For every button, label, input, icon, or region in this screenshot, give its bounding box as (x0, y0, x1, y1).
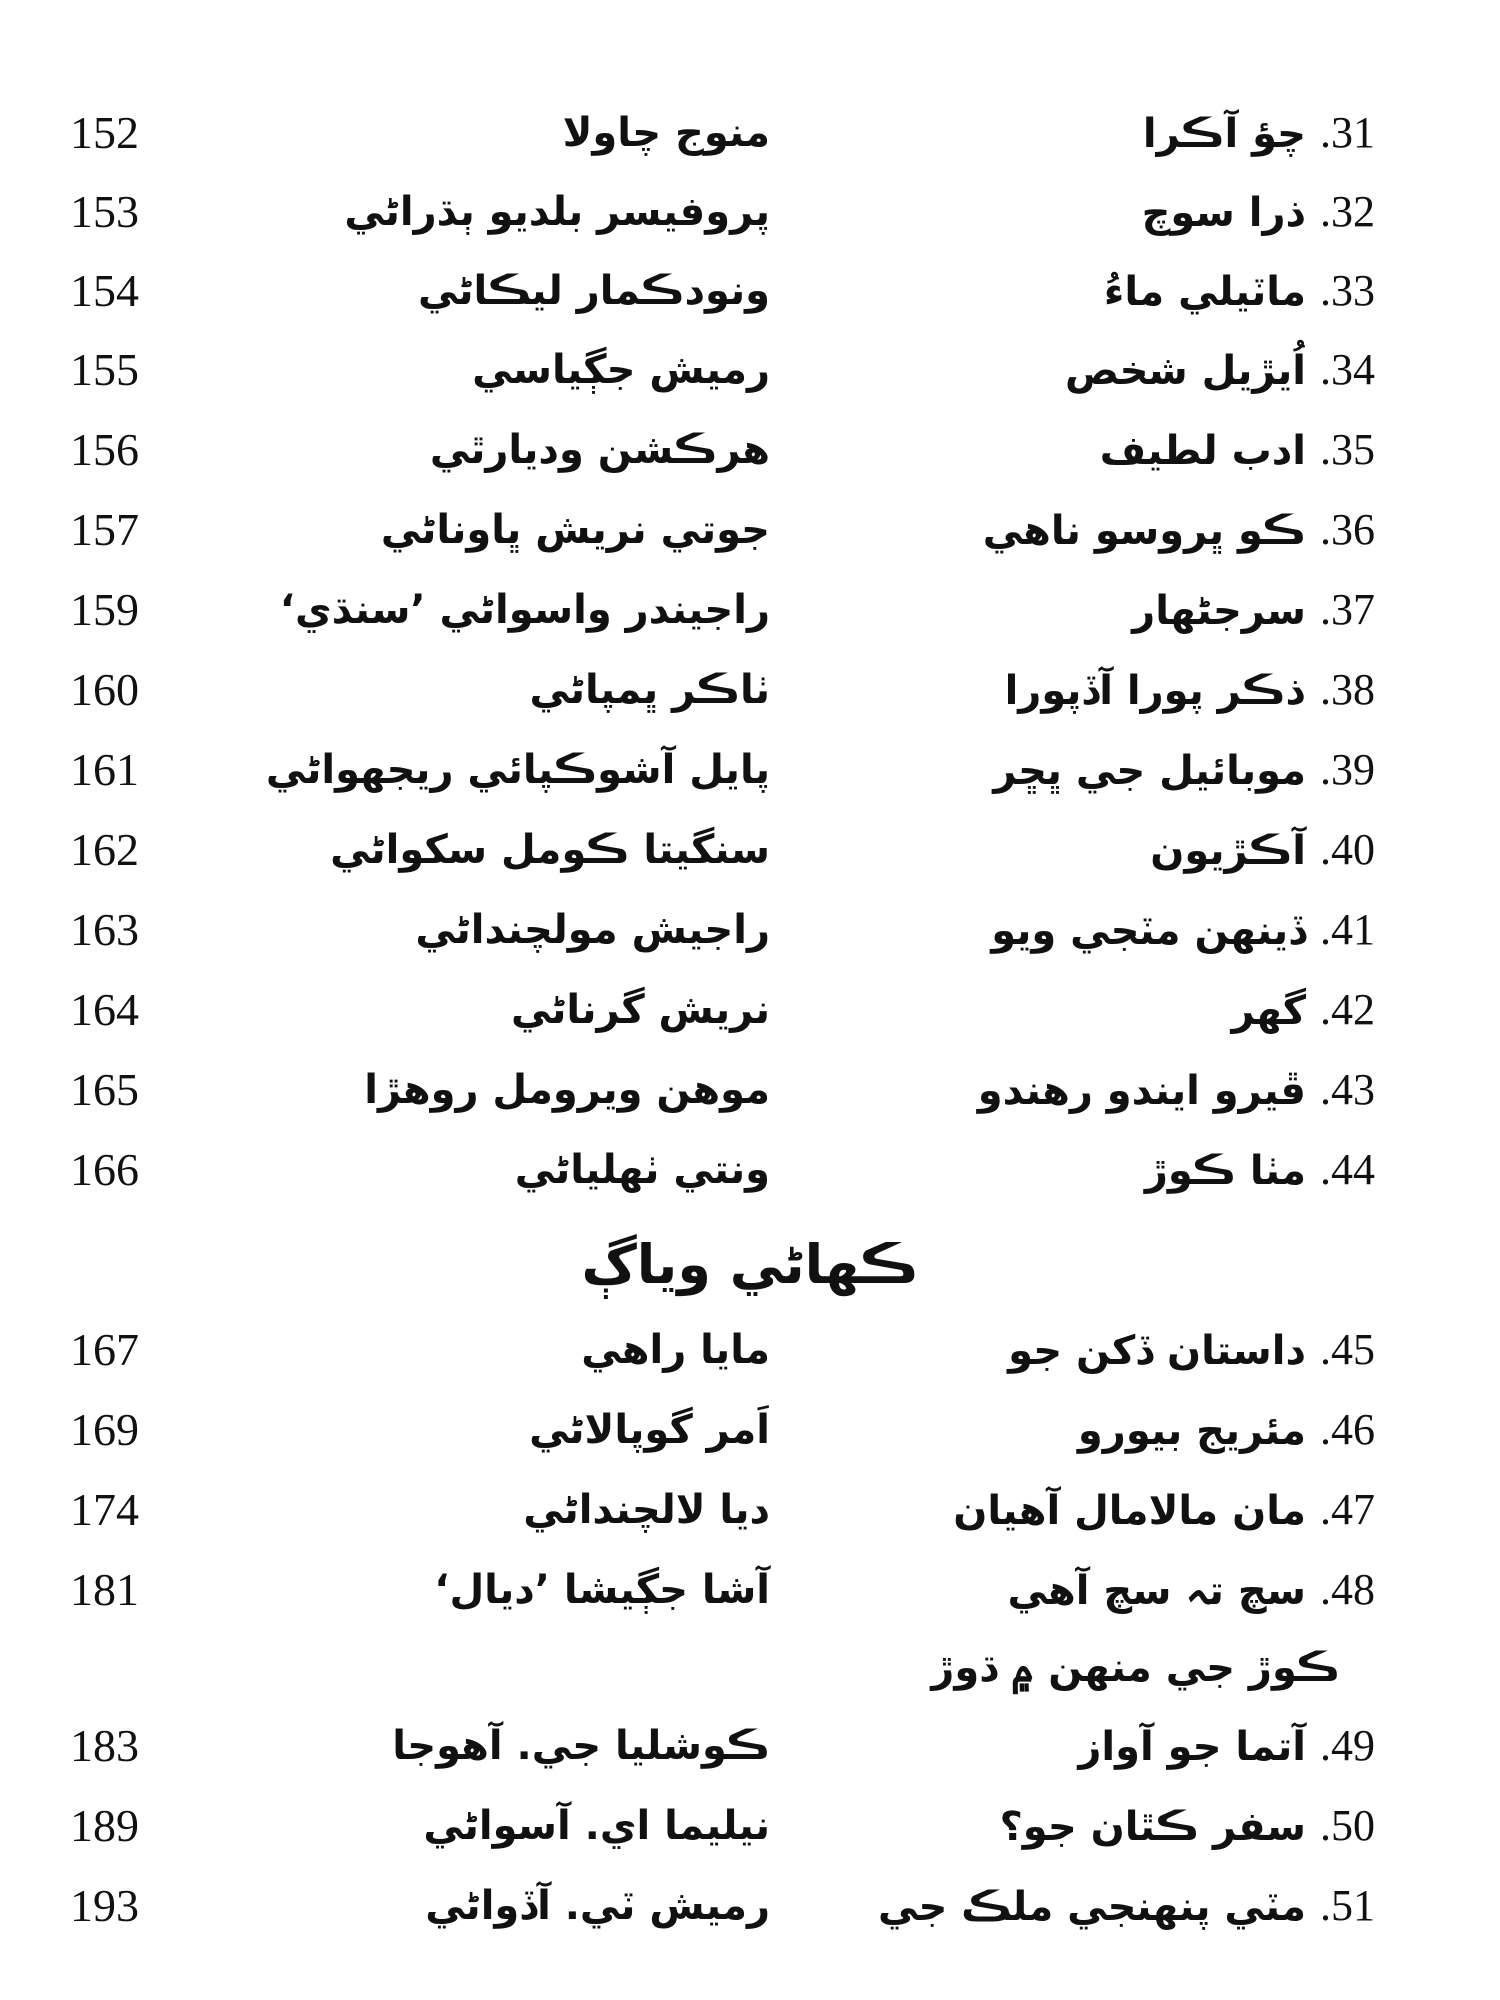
page-number: 181 (70, 1564, 139, 1615)
entry-title: سفر ڪٿان جو؟ (999, 1804, 1306, 1850)
entry-title-wrap (815, 172, 1375, 253)
entry-number: .49 (1320, 1721, 1375, 1770)
entry-title: مئريج بيورو (1077, 1408, 1306, 1454)
page-number: 167 (70, 1324, 139, 1375)
entry-title-wrap (815, 93, 1375, 174)
entry-author: پايل آشوڪپائي ريجهواڻي (265, 747, 770, 793)
entry-title: موبائيل جي ڀڇر (993, 748, 1306, 794)
entry-title: سرجڻهار (1132, 588, 1306, 634)
entry-title-wrap (815, 1310, 1375, 1391)
entry-title-wrap (815, 1866, 1375, 1947)
entry-title-wrap (815, 410, 1375, 491)
toc-entry (0, 172, 1500, 252)
page-number: 174 (70, 1484, 139, 1535)
page-number: 154 (70, 265, 139, 316)
entry-author: ونودڪمار ليڪاڻي (417, 268, 770, 314)
toc-entry (0, 1050, 1500, 1130)
entry-number: .36 (1320, 505, 1375, 554)
entry-title-wrap (815, 1390, 1375, 1471)
entry-title: ڪو ڀروسو ناهي (982, 508, 1306, 554)
toc-entry (0, 410, 1500, 490)
entry-author: ڪوشليا جي. آهوجا (392, 1723, 770, 1769)
entry-title-wrap (815, 730, 1375, 811)
toc-entry (0, 570, 1500, 650)
page-number: 161 (70, 744, 139, 795)
entry-number: .37 (1320, 585, 1375, 634)
toc-entry (0, 1866, 1500, 1946)
entry-author: ٺاڪر ڀمپاڻي (529, 667, 770, 713)
entry-author: منوج چاولا (562, 110, 770, 156)
page-number: 157 (70, 504, 139, 555)
entry-author: راجيندر واسواڻي ’سنڌي‘ (279, 587, 770, 633)
page-number: 169 (70, 1404, 139, 1455)
entry-number: .41 (1320, 905, 1375, 954)
entry-title-wrap (815, 970, 1375, 1051)
page-number: 153 (70, 186, 139, 237)
entry-number: .48 (1320, 1565, 1375, 1614)
entry-author: سنگيتا ڪومل سکواڻي (330, 827, 770, 873)
entry-author: آشا جڳيشا ’ديال‘ (434, 1567, 770, 1613)
entry-title: ذڪر پورا آڏپورا (1004, 668, 1306, 714)
page-number: 155 (70, 344, 139, 395)
entry-title-wrap (815, 1130, 1375, 1211)
toc-entry (0, 810, 1500, 890)
entry-title: ڏينهن مٽجي ويو (991, 908, 1306, 954)
page-number: 159 (70, 584, 139, 635)
page-number: 156 (70, 424, 139, 475)
toc-entry (0, 251, 1500, 331)
entry-title-wrap (815, 330, 1375, 411)
entry-title: آڪڙيون (1150, 828, 1306, 874)
entry-number: .39 (1320, 745, 1375, 794)
entry-author: اَمر گوپالاڻي (529, 1407, 770, 1453)
page-number: 189 (70, 1800, 139, 1851)
entry-author: رميش ٽي. آڏواڻي (425, 1883, 770, 1929)
entry-number: .34 (1320, 345, 1375, 394)
page-number: 166 (70, 1144, 139, 1195)
entry-number: .42 (1320, 985, 1375, 1034)
entry-number: .35 (1320, 425, 1375, 474)
page-number: 160 (70, 664, 139, 715)
toc-entry (0, 1390, 1500, 1470)
entry-number: .38 (1320, 665, 1375, 714)
entry-author: رميش جڳياسي (472, 347, 770, 393)
page-number: 152 (70, 107, 139, 158)
entry-number: .40 (1320, 825, 1375, 874)
entry-title: گهر (1231, 988, 1306, 1034)
toc-entry (0, 1706, 1500, 1786)
entry-author: ونتي ٺهلياڻي (514, 1147, 770, 1193)
entry-number: .51 (1320, 1881, 1375, 1930)
entry-title: چؤ آڪرا (1142, 111, 1306, 157)
toc-entry (0, 970, 1500, 1050)
page-number: 193 (70, 1880, 139, 1931)
toc-entry (0, 1786, 1500, 1866)
entry-number: .45 (1320, 1325, 1375, 1374)
toc-entry (0, 730, 1500, 810)
entry-title-wrap (815, 490, 1375, 571)
entry-number: .50 (1320, 1801, 1375, 1850)
entry-author: نيليما اي. آسواڻي (423, 1803, 770, 1849)
entry-title-wrap (815, 890, 1375, 971)
entry-number: .47 (1320, 1485, 1375, 1534)
entry-title: ذرا سوچ (1141, 190, 1306, 236)
entry-author: جوتي نريش ڀاوناڻي (380, 507, 770, 553)
entry-title: سچ تہ سچ آهي (1007, 1568, 1306, 1614)
entry-title: داستان ڏکن جو (1008, 1328, 1306, 1374)
entry-title-wrap (815, 1050, 1375, 1131)
entry-number: .31 (1320, 108, 1375, 157)
entry-title-wrap (815, 810, 1375, 891)
page-number: 183 (70, 1720, 139, 1771)
entry-title-wrap (815, 1550, 1375, 1631)
entry-number: .32 (1320, 187, 1375, 236)
section-heading: ڪهاڻي وياڳ (581, 1233, 919, 1296)
entry-title-wrap (815, 1706, 1375, 1787)
toc-entry (0, 890, 1500, 970)
entry-title: مٺا ڪوڙ (1144, 1148, 1306, 1194)
page-number: 165 (70, 1064, 139, 1115)
entry-author: هرڪشن وديارٿي (429, 427, 770, 473)
toc-entry (0, 650, 1500, 730)
toc-entry (0, 490, 1500, 570)
entry-author: مايا راهي (581, 1327, 770, 1373)
entry-title: مان مالامال آهيان (953, 1488, 1306, 1534)
entry-title: ڦيرو ايندو رهندو (977, 1068, 1306, 1114)
entry-author: پروفيسر بلديو ٻڌراڻي (344, 189, 770, 235)
toc-entry (0, 1550, 1500, 1630)
entry-title-wrap (815, 1786, 1375, 1867)
entry-title: آتما جو آواز (1078, 1724, 1306, 1770)
entry-author: ديا لالچنداڻي (523, 1487, 770, 1533)
entry-title-wrap (815, 1470, 1375, 1551)
toc-entry (0, 1310, 1500, 1390)
entry-title: مٽي پنهنجي ملڪ جي (878, 1884, 1306, 1930)
toc-entry (0, 1470, 1500, 1550)
page-number: 164 (70, 984, 139, 1035)
entry-title: اُيڙيل شخص (1065, 348, 1306, 394)
entry-number: .46 (1320, 1405, 1375, 1454)
page-number: 163 (70, 904, 139, 955)
entry-title-continuation: ڪوڙ جي منهن ۾ ڌوڙ (931, 1645, 1340, 1691)
entry-author: موهن ويرومل روهڙا (364, 1067, 770, 1113)
entry-author: نريش گرناڻي (510, 987, 770, 1033)
entry-title-wrap (815, 251, 1375, 332)
page-number: 162 (70, 824, 139, 875)
toc-entry (0, 1130, 1500, 1210)
entry-number: .43 (1320, 1065, 1375, 1114)
toc-entry (0, 93, 1500, 173)
entry-number: .33 (1320, 266, 1375, 315)
entry-title: ماٽيلي ماءُ (1103, 269, 1306, 315)
toc-entry-continuation (0, 1628, 1500, 1708)
toc-entry (0, 330, 1500, 410)
entry-title: ادب لطيف (1099, 428, 1306, 474)
entry-title-wrap (815, 650, 1375, 731)
entry-author: راجيش مولچنداڻي (415, 907, 770, 953)
entry-title-wrap (815, 570, 1375, 651)
entry-number: .44 (1320, 1145, 1375, 1194)
